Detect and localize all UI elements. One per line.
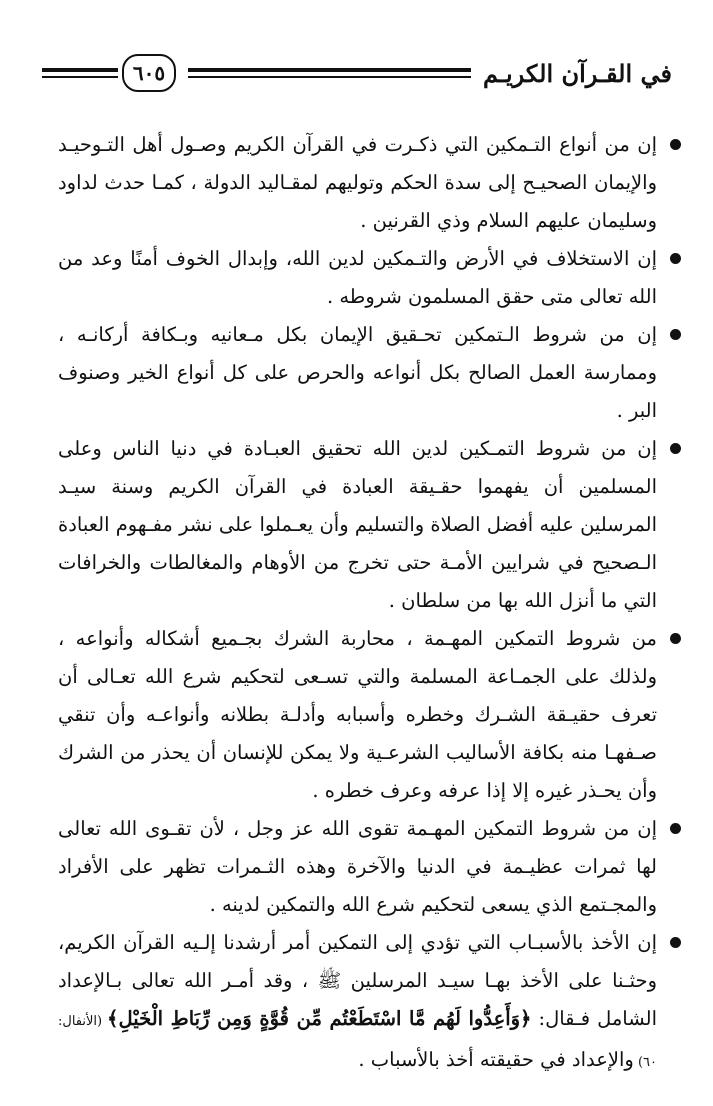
paragraph-text: إن من شروط التمكين المهـمة تقوى الله عز وجل ، لأن تقـوى الله تعالى لها ثمرات عظيـمة في الدنيا والآخرة وهذه الثـمرات تظهر على الأفراد والمجـتمع الذي يسعى لتحكيم شرع الله والتمكين لدينه . [58,817,657,916]
page-header [42,50,686,96]
bullet-icon [670,633,681,644]
bullet-paragraph [58,430,683,620]
verse-reference: (الأنفال: ٦٠) [58,1014,657,1070]
paragraph-text: إن من شروط الـتمكين تحـقيق الإيمان بكل مـعانيه وبـكافة أركانـه ، وممارسة العمل الصالح بكل أنواعه والحرص على كل أنواع الخير وصنوف البر . [58,323,657,422]
bullet-icon [670,253,681,264]
paragraph-text: إن من شروط التمـكين لدين الله تحقيق العبـادة في دنيا الناس وعلى المسلمين أن يفهموا حقـيقة العبادة في القرآن الكريم وسنة سيـد المرسلين عليه أفضل الصلاة والتسليم وأن يعـملوا على نشر مفـهوم العبادة الـصحيح في شرايين الأمـة حتى تخرج من الأوهام والمغالطات والخرافات التي ما أنزل الله بها من سلطان . [58,437,657,612]
bullet-paragraph [58,240,683,316]
paragraph-text: إن الأخذ بالأسبـاب التي تؤدي إلى التمكين أمر أرشدنا إلـيه القرآن الكريم، وحثـنا على الأخذ بهـا سيـد المرسلين ﷺ ، وقد أمـر الله تعالى بـالإعداد الشامل فـقال: [58,931,657,1030]
bullet-icon [670,443,681,454]
page-number: ٦٠٥ [122,54,176,92]
paragraph-text: من شروط التمكين المهـمة ، محاربة الشرك بجـميع أشكاله وأنواعه ، ولذلك على الجمـاعة المسلمة والتي تسـعى لتحكيم شرع الله تعـالى أن تعرف حقيـقة الشـرك وخطره وأسبابه وأدلـة بطلانه وأنواعـه وأن تنقي صـفهـا منه بكافة الأساليب الشرعـية ولا يمكن للإنسان أن يحذر من الشرك وأن يحـذر غيره إلا إذا عرفه وعرف خطره . [58,627,657,802]
bullet-icon [670,823,681,834]
bullet-icon [670,329,681,340]
quran-verse: ﴿وَأَعِدُّوا لَهُم مَّا اسْتَطَعْتُم مِّن قُوَّةٍ وَمِن رِّبَاطِ الْخَيْلِ﴾ [107,1007,532,1030]
bullet-paragraph [58,924,683,1082]
paragraph-text: إن من أنواع التـمكين التي ذكـرت في القرآن الكريم وصـول أهل التـوحيـد والإيمان الصحيـح إلى سدة الحكم وتوليهم لمقـاليد الدولة ، كمـا حدث لداود وسليمان عليهم السلام وذي القرنين . [58,133,657,232]
bullet-icon [670,139,681,150]
bullet-paragraph [58,126,683,240]
bullet-paragraph [58,620,683,810]
bullet-icon [670,937,681,948]
bullet-paragraph [58,810,683,924]
header-rule-middle [188,68,471,78]
page-body [58,126,683,1082]
bullet-paragraph [58,316,683,430]
header-rule-left [42,68,118,78]
paragraph-text: إن الاستخلاف في الأرض والتـمكين لدين الله، وإبدال الخوف أمنًا وعد من الله تعالى متى حقق المسلمون شروطه . [58,247,657,308]
paragraph-text-continued: والإعداد في حقيقته أخذ بالأسباب . [358,1048,634,1071]
running-title: في القـرآن الكريـم [482,58,672,88]
